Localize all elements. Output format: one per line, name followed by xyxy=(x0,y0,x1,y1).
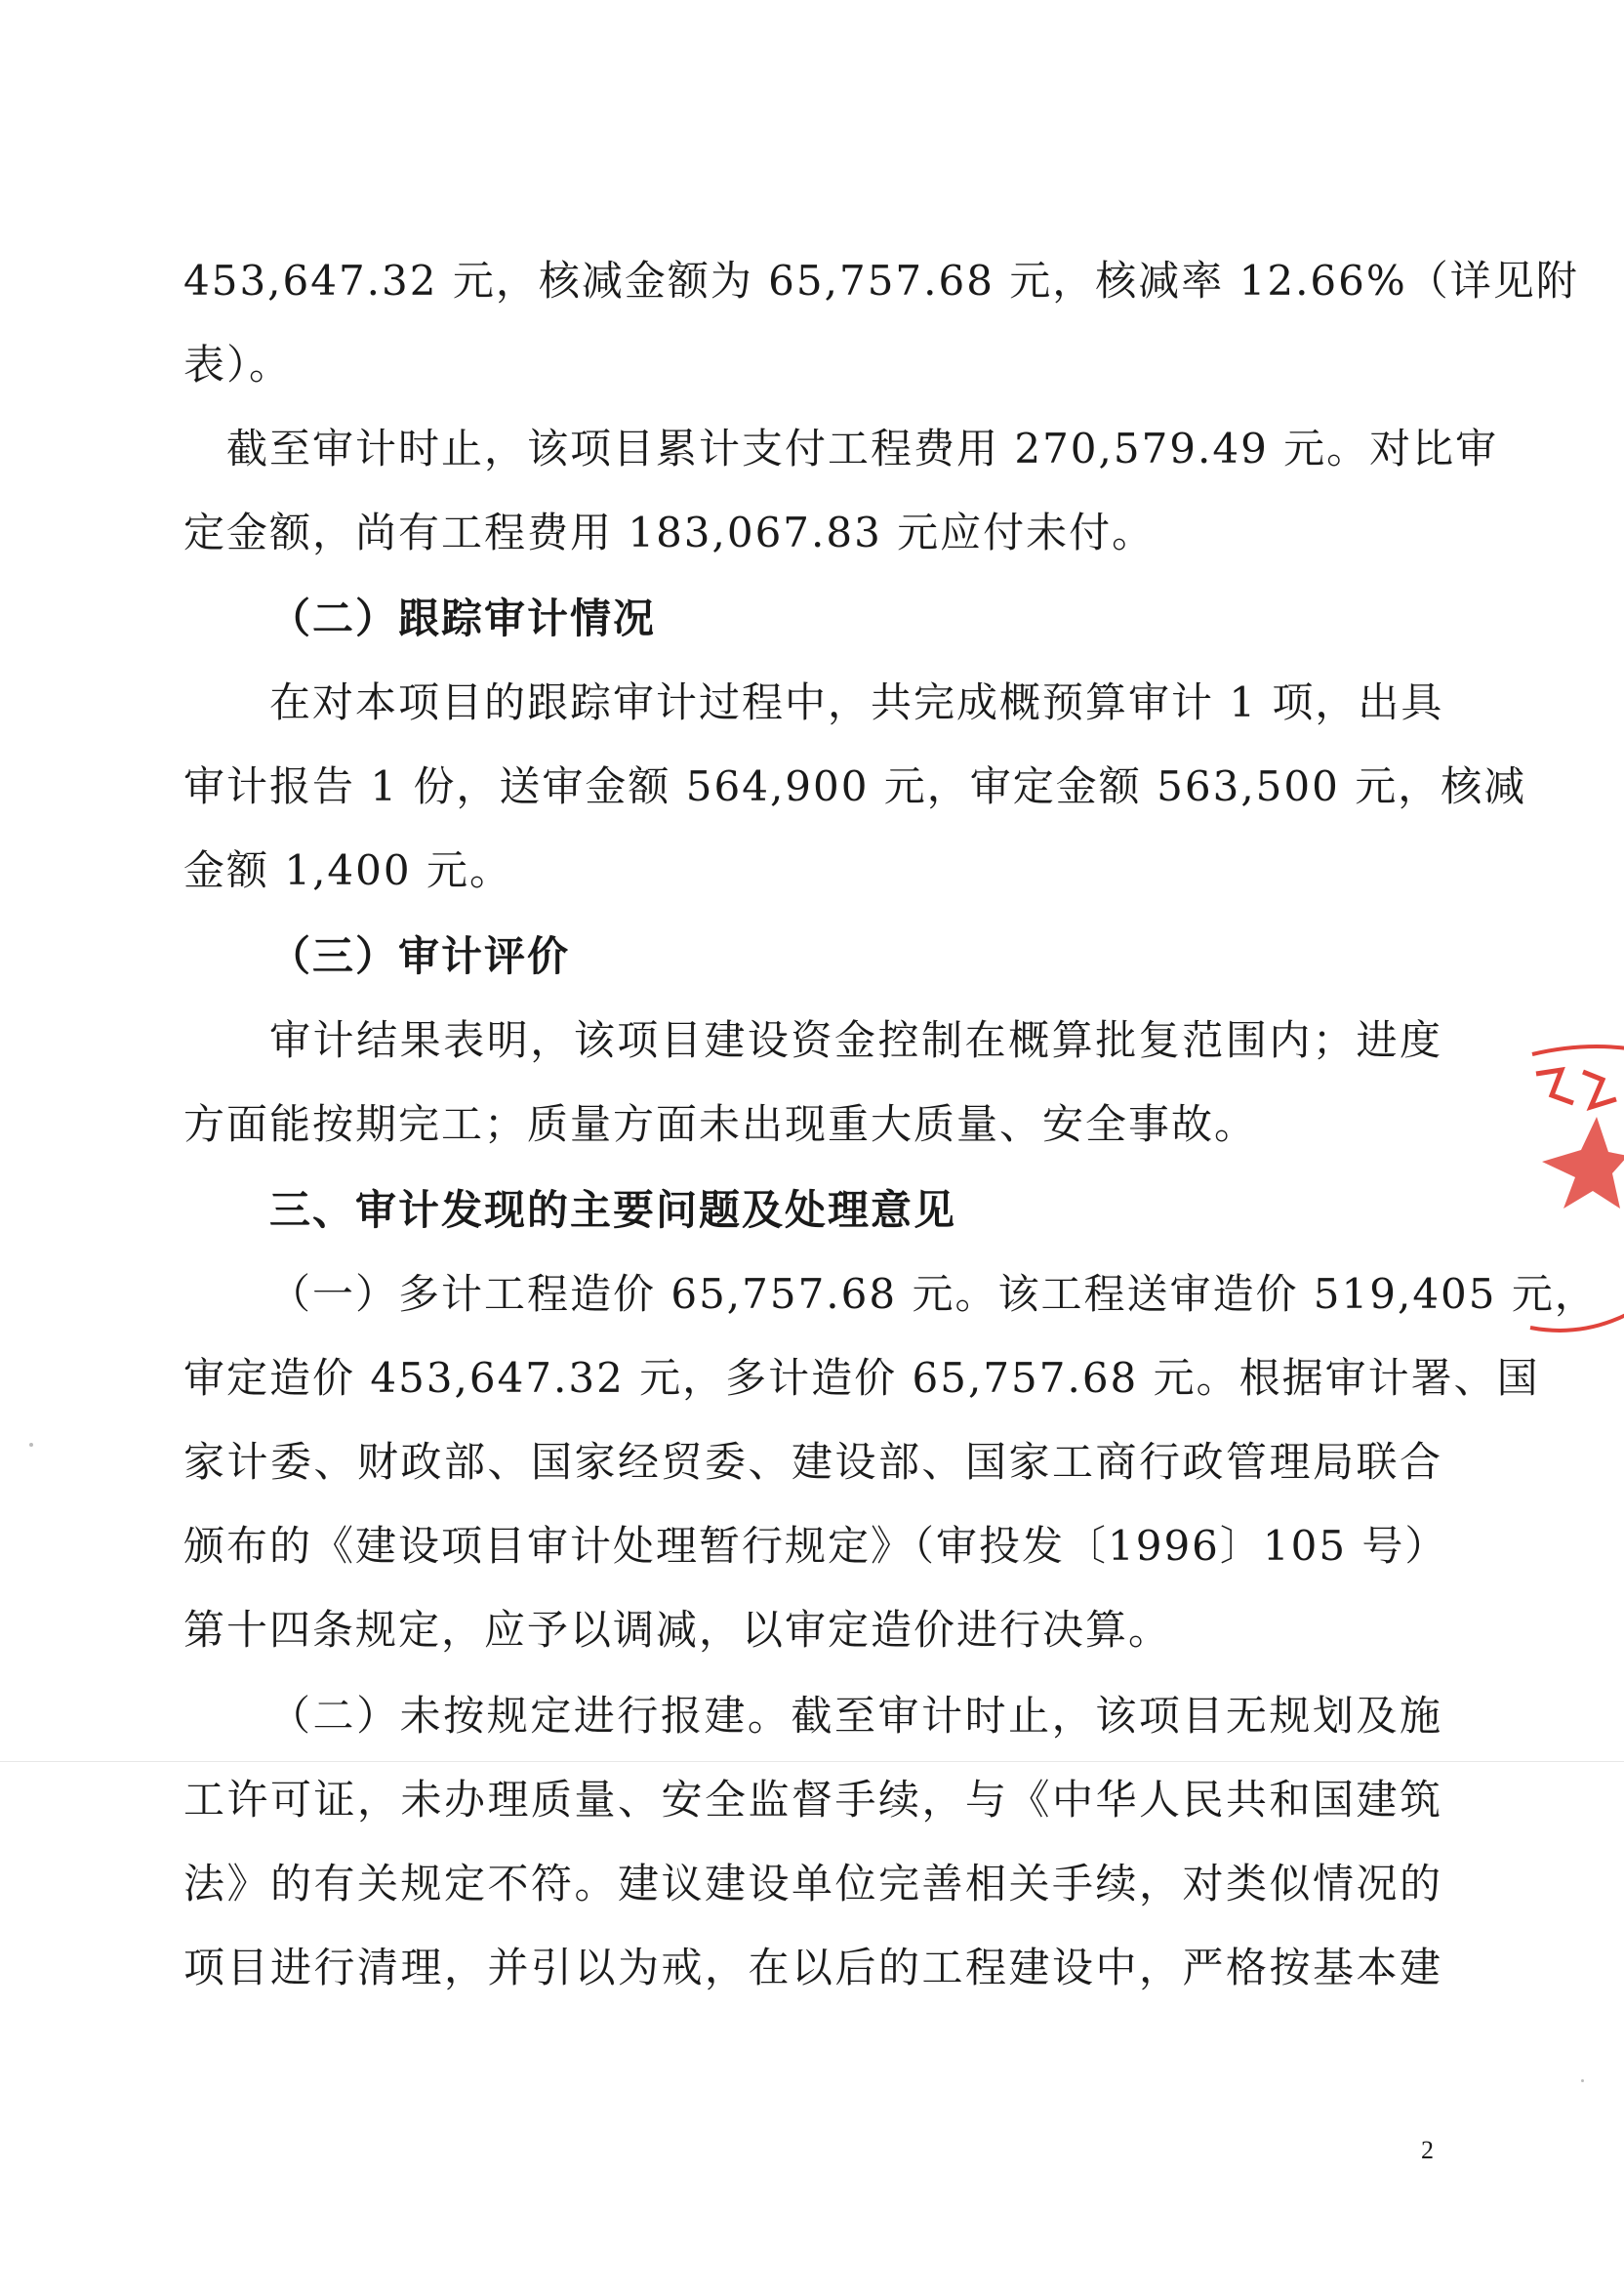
section-heading: （三）审计评价 xyxy=(269,932,571,980)
paragraph-line: 在对本项目的跟踪审计过程中，共完成概预算审计 1 项，出具 xyxy=(269,678,1444,726)
paragraph-line: 法》的有关规定不符。建议建设单位完善相关手续，对类似情况的 xyxy=(183,1860,1442,1907)
paragraph-line: 审计结果表明，该项目建设资金控制在概算批复范围内；进度 xyxy=(269,1016,1442,1064)
scan-dot xyxy=(1581,2079,1584,2082)
paragraph-line: 颁布的《建设项目审计处理暂行规定》（审投发〔1996〕105 号） xyxy=(183,1522,1448,1570)
paragraph-line: （一）多计工程造价 65,757.68 元。该工程送审造价 519,405 元， xyxy=(269,1270,1598,1318)
paragraph-line: 审计报告 1 份，送审金额 564,900 元，审定金额 563,500 元，核减 xyxy=(183,762,1527,810)
paragraph-line: 工许可证，未办理质量、安全监督手续，与《中华人民共和国建筑 xyxy=(183,1776,1442,1824)
paragraph-line: 金额 1,400 元。 xyxy=(183,846,512,894)
paragraph-line: 定金额，尚有工程费用 183,067.83 元应付未付。 xyxy=(183,509,1156,556)
paragraph-line: 审定造价 453,647.32 元，多计造价 65,757.68 元。根据审计署、国 xyxy=(183,1354,1540,1402)
paragraph-line: 项目进行清理，并引以为戒，在以后的工程建设中，严格按基本建 xyxy=(183,1944,1442,1991)
scan-dot xyxy=(29,1443,33,1447)
paragraph-line: 方面能按期完工；质量方面未出现重大质量、安全事故。 xyxy=(183,1100,1258,1148)
section-heading: （二）跟踪审计情况 xyxy=(269,594,657,642)
paragraph-line: 家计委、财政部、国家经贸委、建设部、国家工商行政管理局联合 xyxy=(183,1438,1442,1486)
scan-artifact-line xyxy=(0,1761,1624,1762)
seal-stamp-icon xyxy=(1522,1035,1624,1386)
paragraph-line: 第十四条规定，应予以调减，以审定造价进行决算。 xyxy=(183,1606,1172,1654)
page-number: 2 xyxy=(1421,2136,1434,2164)
paragraph-line: 截至审计时止，该项目累计支付工程费用 270,579.49 元。对比审 xyxy=(226,425,1499,472)
paragraph-line: 453,647.32 元，核减金额为 65,757.68 元，核减率 12.66%（详见附 xyxy=(183,257,1579,305)
paragraph-line: 表）。 xyxy=(183,341,293,389)
chapter-heading: 三、审计发现的主要问题及处理意见 xyxy=(269,1186,957,1234)
paragraph-line: （二）未按规定进行报建。截至审计时止，该项目无规划及施 xyxy=(269,1692,1442,1740)
